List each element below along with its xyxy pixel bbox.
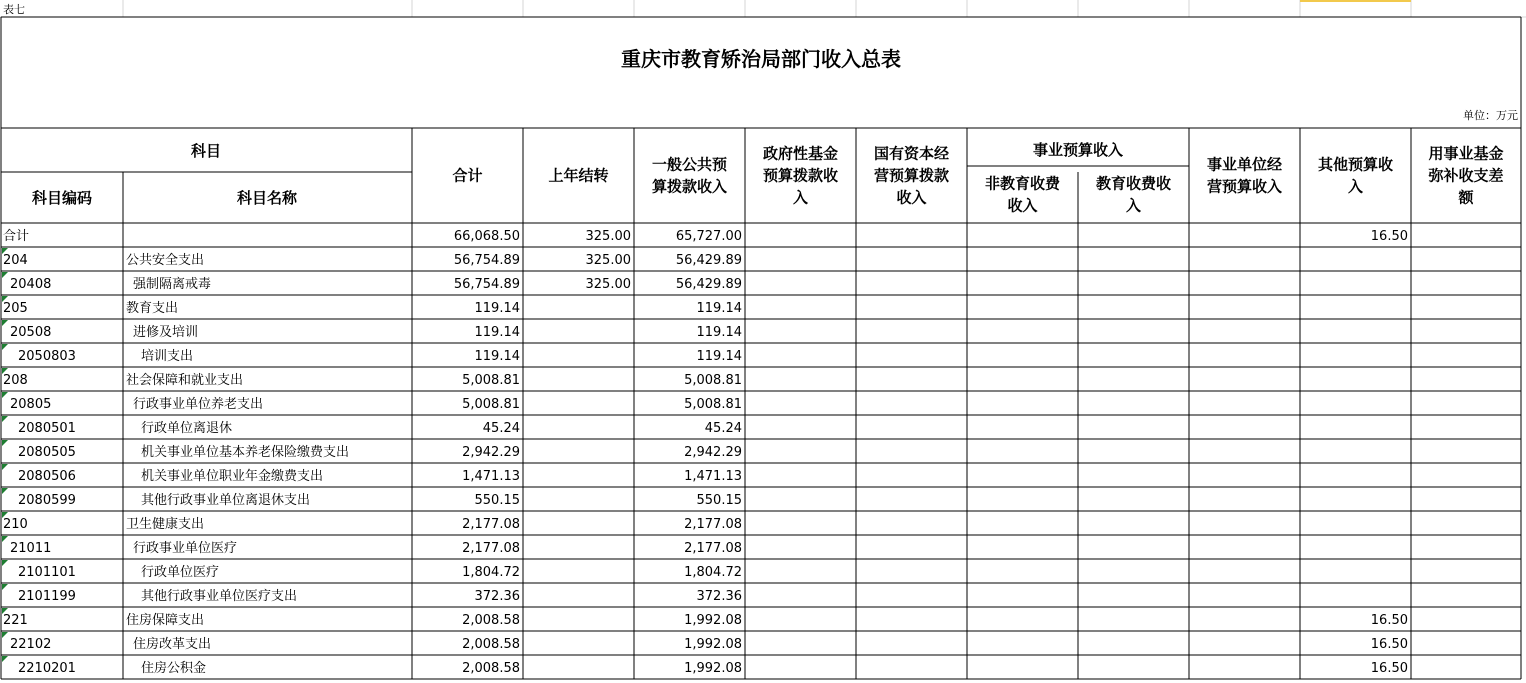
cell-name: 行政事业单位养老支出 — [133, 397, 264, 412]
cell-value: 372.36 — [474, 589, 520, 604]
cell-value: 2,008.58 — [462, 661, 520, 676]
cell-value: 550.15 — [696, 493, 742, 508]
selected-cell-marker — [1300, 0, 1411, 2]
column-header-sub: 收入 — [1007, 196, 1038, 215]
column-header: 事业单位经 — [1206, 155, 1283, 174]
cell-marker — [2, 272, 8, 278]
cell-code: 合计 — [3, 229, 30, 244]
table-row — [2, 344, 742, 364]
cell-value: 2,008.58 — [462, 613, 520, 628]
cell-code: 2080505 — [18, 445, 76, 460]
cell-code: 20805 — [10, 397, 52, 412]
table-row — [2, 488, 742, 508]
column-header: 营预算拨款 — [873, 166, 950, 185]
column-header: 一般公共预 — [651, 155, 728, 174]
cell-name: 行政单位离退休 — [141, 421, 233, 436]
cell-marker — [2, 416, 8, 422]
table-row — [2, 584, 742, 604]
cell-code: 20408 — [10, 277, 52, 292]
column-header: 国有资本经 — [873, 144, 950, 163]
column-header: 政府性基金 — [762, 144, 839, 163]
cell-name: 行政单位医疗 — [141, 565, 220, 580]
cell-value: 1,804.72 — [684, 565, 742, 580]
title-area — [3, 2, 1518, 122]
cell-name: 公共安全支出 — [126, 253, 205, 268]
cell-value: 119.14 — [696, 349, 742, 364]
cell-value: 1,804.72 — [462, 565, 520, 580]
table-row — [2, 512, 742, 532]
header-name: 科目名称 — [236, 189, 298, 207]
cell-value: 1,992.08 — [684, 661, 742, 676]
cell-name: 机关事业单位职业年金缴费支出 — [141, 469, 324, 484]
cell-marker — [2, 344, 8, 350]
cell-code: 22102 — [10, 637, 52, 652]
column-header: 弥补收支差 — [1428, 166, 1504, 185]
cell-value: 325.00 — [585, 253, 631, 268]
light-gridlines — [0, 0, 1526, 17]
cell-value: 45.24 — [482, 421, 520, 436]
cell-code: 2080599 — [18, 493, 76, 508]
cell-value: 325.00 — [585, 229, 631, 244]
table-row — [2, 368, 742, 388]
cell-value: 2,177.08 — [462, 517, 520, 532]
cell-name: 住房改革支出 — [133, 637, 212, 652]
column-header: 用事业基金 — [1428, 144, 1504, 163]
column-header: 入 — [1347, 177, 1364, 196]
table-row — [2, 248, 742, 268]
cell-value: 2,177.08 — [684, 541, 742, 556]
column-header-sub: 非教育收费 — [984, 174, 1061, 193]
cell-value: 1,992.08 — [684, 613, 742, 628]
cell-value: 2,942.29 — [684, 445, 742, 460]
cell-code: 204 — [3, 253, 28, 268]
cell-value: 56,429.89 — [675, 277, 742, 292]
cell-name: 行政事业单位医疗 — [133, 541, 238, 556]
cell-value: 5,008.81 — [684, 373, 742, 388]
column-header: 合计 — [452, 166, 483, 185]
cell-marker — [2, 584, 8, 590]
cell-value: 2,177.08 — [684, 517, 742, 532]
cell-name: 其他行政事业单位离退休支出 — [141, 493, 311, 508]
cell-name: 社会保障和就业支出 — [126, 373, 244, 388]
table-row — [2, 296, 742, 316]
table-row — [2, 320, 742, 340]
cell-marker — [2, 632, 8, 638]
cell-name: 教育支出 — [126, 301, 179, 316]
cell-code: 2080501 — [18, 421, 76, 436]
column-header: 算拨款收入 — [651, 177, 728, 196]
cell-name: 卫生健康支出 — [126, 517, 205, 532]
cell-value: 1,471.13 — [684, 469, 742, 484]
cell-code: 208 — [3, 373, 28, 388]
column-header: 营预算收入 — [1206, 177, 1283, 196]
cell-value: 2,008.58 — [462, 637, 520, 652]
cell-value: 119.14 — [474, 301, 520, 316]
cell-name: 住房保障支出 — [126, 613, 205, 628]
cell-code: 2080506 — [18, 469, 76, 484]
cell-value: 5,008.81 — [684, 397, 742, 412]
cell-value: 119.14 — [474, 349, 520, 364]
cell-code: 20508 — [10, 325, 52, 340]
table-row — [2, 440, 742, 460]
cell-marker — [2, 656, 8, 662]
cell-value: 5,008.81 — [462, 397, 520, 412]
header-business: 事业预算收入 — [1032, 141, 1124, 159]
cell-value: 56,754.89 — [453, 277, 520, 292]
cell-value: 16.50 — [1370, 637, 1408, 652]
cell-code: 21011 — [10, 541, 52, 556]
cell-name: 强制隔离戒毒 — [133, 277, 212, 292]
table-row — [2, 632, 1408, 652]
table-row — [3, 228, 1408, 244]
cell-name: 培训支出 — [141, 349, 194, 364]
sheet-label: 表七 — [3, 3, 25, 16]
cell-value: 16.50 — [1370, 613, 1408, 628]
table-row — [2, 536, 742, 556]
cell-marker — [2, 392, 8, 398]
cell-code: 2210201 — [18, 661, 76, 676]
table-row — [2, 656, 1408, 676]
column-header: 收入 — [896, 188, 927, 207]
table-row — [2, 272, 742, 292]
cell-value: 372.36 — [696, 589, 742, 604]
cell-name: 其他行政事业单位医疗支出 — [141, 589, 298, 604]
column-header: 入 — [792, 188, 809, 207]
column-header: 上年结转 — [548, 166, 609, 185]
cell-value: 2,177.08 — [462, 541, 520, 556]
table-row — [2, 560, 742, 580]
cell-marker — [2, 320, 8, 326]
table-row — [2, 464, 742, 484]
cell-code: 2101199 — [18, 589, 76, 604]
table-row — [2, 416, 742, 436]
column-header: 额 — [1458, 188, 1474, 207]
table-gridlines — [1, 17, 1521, 679]
cell-code: 205 — [3, 301, 28, 316]
table-row — [2, 608, 1408, 628]
cell-name: 进修及培训 — [133, 325, 199, 340]
cell-value: 5,008.81 — [462, 373, 520, 388]
column-header: 预算拨款收 — [762, 166, 839, 185]
cell-value: 16.50 — [1370, 661, 1408, 676]
column-header: 其他预算收 — [1317, 155, 1394, 174]
column-header-sub: 入 — [1125, 196, 1142, 215]
cell-code: 221 — [3, 613, 28, 628]
table-row — [2, 392, 742, 412]
cell-value: 66,068.50 — [453, 229, 520, 244]
unit-label: 单位：万元 — [1463, 109, 1518, 122]
cell-value: 119.14 — [474, 325, 520, 340]
cell-value: 119.14 — [696, 301, 742, 316]
header-code: 科目编码 — [31, 189, 93, 207]
cell-value: 119.14 — [696, 325, 742, 340]
cell-marker — [2, 464, 8, 470]
cell-value: 16.50 — [1370, 229, 1408, 244]
cell-value: 550.15 — [474, 493, 520, 508]
cell-value: 1,992.08 — [684, 637, 742, 652]
cell-value: 45.24 — [704, 421, 742, 436]
header-subject: 科目 — [190, 142, 222, 160]
cell-value: 2,942.29 — [462, 445, 520, 460]
cell-value: 65,727.00 — [675, 229, 742, 244]
cell-name: 住房公积金 — [141, 661, 207, 676]
table-header — [31, 141, 1504, 215]
cell-value: 56,429.89 — [675, 253, 742, 268]
cell-code: 210 — [3, 517, 28, 532]
page-title: 重庆市教育矫治局部门收入总表 — [621, 47, 901, 71]
cell-value: 56,754.89 — [453, 253, 520, 268]
cell-marker — [2, 560, 8, 566]
cell-code: 2050803 — [18, 349, 76, 364]
cell-marker — [2, 440, 8, 446]
cell-marker — [2, 536, 8, 542]
cell-marker — [2, 488, 8, 494]
cell-value: 325.00 — [585, 277, 631, 292]
cell-value: 1,471.13 — [462, 469, 520, 484]
cell-code: 2101101 — [18, 565, 76, 580]
column-header-sub: 教育收费收 — [1095, 174, 1172, 193]
cell-name: 机关事业单位基本养老保险缴费支出 — [141, 445, 350, 460]
